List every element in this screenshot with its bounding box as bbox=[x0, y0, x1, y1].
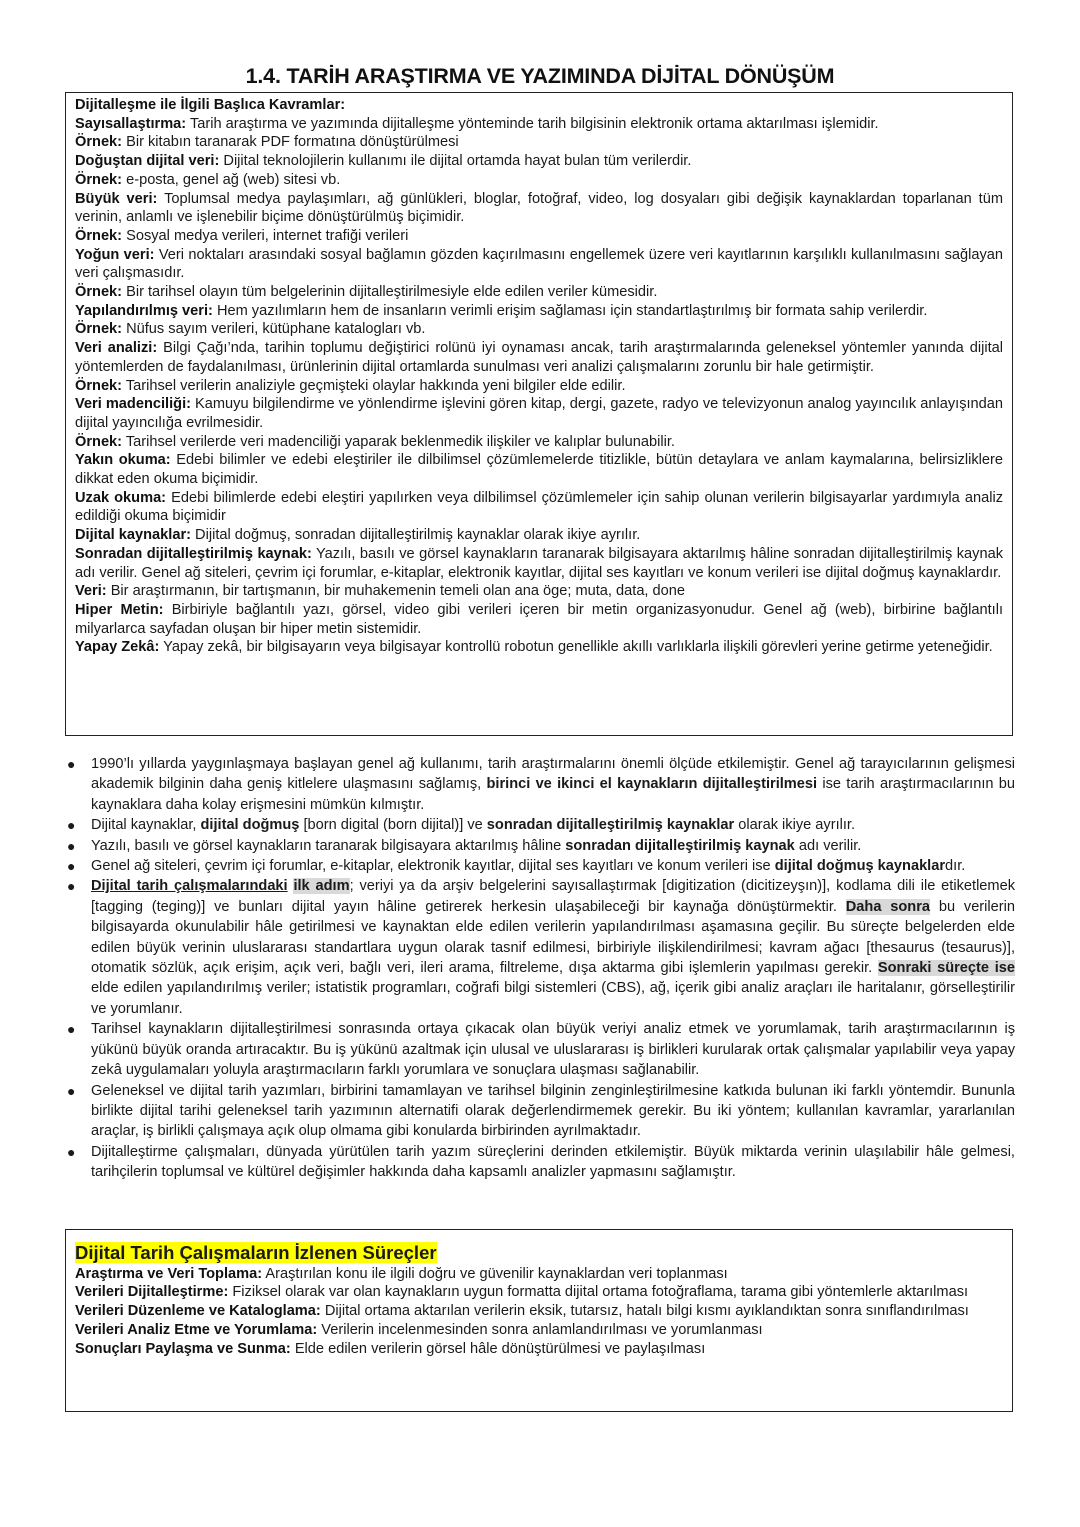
list-item: ● Dijital tarih çalışmalarındaki ilk adım; veriyi ya da arşiv belgelerini sayısallaştırmak [digitization (dicitizeyşın)], kodlama dili ile etiketlemek [tagging (teging)] ve bunları dijital yayın hâline getirerek herkesin ulaşabileceği bir kaynağa dönüştürmektir. Daha sonra bu verilerin bilgisayarda okunulabilir hâle getirilmesi ve kaynaktan elde edilen verilerin yapılandırılması aşamasına geçilir. Bu süreçte belgelerden elde edilen büyük verinin uluslararası standartlara uygun olarak tasnif edilmesi, birbiriyle ilişkilendirilmesi; kavram ağacı [thesaurus (tesaurus)], otomatik sözlük, açık erişim, açık veri, bağlı veri, ileri arama, filtreleme, dışa aktarma gibi işlemlerin yapılması gerekir. Sonraki süreçte ise elde edilen yapılandırılmış veriler; istatistik programları, coğrafi bilgi sistemleri (CBS), ağ, içerik gibi analiz araçları ile haritalanır, görselleştirilir ve yorumlanır. bbox=[67, 878, 1015, 1017]
concept-item bbox=[75, 638, 1003, 657]
concept-item bbox=[75, 320, 1003, 339]
process-term: Araştırma ve Veri Toplama: bbox=[75, 1265, 263, 1282]
concept-term: Uzak okuma: bbox=[75, 489, 167, 506]
concept-text: Bilgi Çağı’nda, tarihin toplumu değiştirici rolünü iyi oynaması ancak, tarih araştırmalarında geleneksel yöntemler yanında dijital yöntemlerden de faydalanılması, ürünlerinin dijital ortamlarda sunulması veri analizi çalışmalarını zorunlu bir hale getirmiştir. bbox=[75, 340, 1003, 375]
concept-term: Büyük veri: bbox=[75, 190, 158, 207]
concept-text: Veri noktaları arasındaki sosyal bağlamın gözden kaçırılmasını engellemek üzere veri kayıtlarının karşılıklı kullanılmasını sağlayan veri çalışmasıdır. bbox=[75, 246, 1003, 282]
bullet-icon: ● bbox=[67, 858, 76, 875]
concept-term: Sonradan dijitalleştirilmiş kaynak: bbox=[75, 545, 312, 562]
concept-item bbox=[75, 133, 1003, 152]
concept-item bbox=[75, 115, 1003, 134]
concept-item bbox=[75, 302, 1003, 321]
concept-text: Yazılı, basılı ve görsel kaynakların taranarak bilgisayara aktarılmış hâline sonradan dijitalleştirilmiş kaynak adı verilir. Genel ağ siteleri, çevrim içi forumlar, e-kitaplar, elektronik kayıtlar, dijital ses kayıtları ve konum verileri ise dijital doğmuş kaynaklardır. bbox=[75, 545, 1004, 581]
concept-text: Bir kitabın taranarak PDF formatına dönüştürülmesi bbox=[122, 134, 459, 151]
bullet-icon: ● bbox=[67, 817, 76, 834]
process-text: Araştırılan konu ile ilgili doğru ve güvenilir kaynaklardan veri toplanması bbox=[262, 1265, 728, 1282]
list-item: ● Dijitalleştirme çalışmaları, dünyada yürütülen tarih yazım süreçlerini derinden etkilemiştir. Büyük miktarda verinin ulaşılabilir hâle gelmesi, tarihçilerin toplumsal ve kültürel değişimler hakkında daha kapsamlı analizler yapmasını sağlamıştır. bbox=[67, 1143, 1015, 1181]
bullet-icon: ● bbox=[67, 878, 76, 895]
concept-term: Veri analizi: bbox=[75, 340, 158, 357]
highlight: ilk adım bbox=[293, 878, 350, 895]
list-item: ● 1990’lı yıllarda yaygınlaşmaya başlayan genel ağ kullanımı, tarih araştırmalarını önemli ölçüde etkilemiştir. Genel ağ tarayıcılarının gelişmesi akademik bilginin daha geniş kitlelere ulaşmasını sağlamış, birinci ve ikinci el kaynakların dijitalleştirilmesi ise tarih araştırmacılarının bu kaynaklara daha kolay erişmesini mümkün kılmıştır. bbox=[67, 756, 1016, 813]
process-item bbox=[75, 1265, 1003, 1284]
concept-text: Bir araştırmanın, bir tartışmanın, bir muhakemenin temeli olan ana öge; muta, data, done bbox=[106, 583, 686, 600]
concept-text: Tarihsel verilerde veri madenciliği yaparak beklenmedik ilişkiler ve kalıplar bulunabilir. bbox=[122, 433, 675, 450]
process-term: Verileri Düzenleme ve Kataloglama: bbox=[75, 1303, 321, 1320]
concept-text: Sosyal medya verileri, internet trafiği verileri bbox=[122, 227, 409, 244]
concept-text: Dijital doğmuş, sonradan dijitalleştirilmiş kaynaklar olarak ikiye ayrılır. bbox=[191, 527, 641, 544]
process-term: Verileri Dijitalleştirme: bbox=[75, 1284, 229, 1301]
concept-item bbox=[75, 601, 1003, 638]
list-item: ● Dijital kaynaklar, dijital doğmuş [born digital (born dijital)] ve sonradan dijitalleştirilmiş kaynaklar olarak ikiye ayrılır. bbox=[91, 815, 1015, 835]
concept-text: Edebi bilimlerde edebi eleştiri yapılırken veya dilbilimsel çözümlemeler için sahip olunan verilerin bilgisayarlar yardımıyla analiz edildiği okuma biçimidir bbox=[75, 489, 1003, 525]
concepts-box bbox=[65, 92, 1013, 736]
highlight: Sonraki süreçte ise bbox=[877, 960, 1015, 977]
process-text: Fiziksel olarak var olan kaynakların uygun formatta dijital ortama fotoğraflama, tarama gibi yöntemlerle aktarılması bbox=[228, 1284, 969, 1301]
concept-text: Nüfus sayım verileri, kütüphane katalogları vb. bbox=[122, 321, 426, 338]
list-item: ● Geleneksel ve dijital tarih yazımları, birbirini tamamlayan ve tarihsel bilginin zenginleştirilmesine katkıda bulunan iki farklı yöntemdir. Bununla birlikte dijital tarihi geleneksel tarih yazımının alternatifi olarak değerlendirmemek gerekir. Bu iki yöntem; kullanılan kavramlar, yararlanılan araçlar, iş birlikli çalışmaya açık olup olmama gibi konularda birbirinden ayrılmaktadır. bbox=[67, 1082, 1015, 1140]
bullet-icon: ● bbox=[67, 1021, 76, 1038]
concept-term: Yapay Zekâ: bbox=[75, 639, 160, 656]
concept-text: Edebi bilimler ve edebi eleştiriler ile dilbilimsel çözümlemelerde titizlikle, bütün detaylara ve anlam kaymalarına, belirsizliklere dikkat eden okuma biçimidir. bbox=[75, 452, 1003, 488]
concept-item bbox=[75, 451, 1003, 488]
process-item bbox=[75, 1283, 1003, 1302]
concept-term: Örnek: bbox=[75, 134, 123, 151]
concept-term: Örnek: bbox=[75, 171, 123, 188]
concept-term: Örnek: bbox=[75, 377, 123, 394]
concept-item bbox=[75, 545, 1003, 582]
highlight: Daha sonra bbox=[845, 898, 931, 915]
concept-item bbox=[75, 246, 1003, 283]
concept-term: Sayısallaştırma: bbox=[75, 115, 187, 132]
list-item: ● Genel ağ siteleri, çevrim içi forumlar, e-kitaplar, elektronik kayıtlar, dijital ses kayıtları ve konum verileri ise dijital doğmuş kaynaklardır. bbox=[91, 856, 1015, 876]
concept-text: Tarihsel verilerin analiziyle geçmişteki olaylar hakkında yeni bilgiler elde edilir. bbox=[122, 377, 626, 394]
concept-item bbox=[75, 190, 1003, 227]
concept-item bbox=[75, 489, 1003, 526]
concept-item bbox=[75, 433, 1003, 452]
process-text: Elde edilen verilerin görsel hâle dönüştürülmesi ve paylaşılması bbox=[290, 1340, 706, 1357]
concept-item bbox=[75, 395, 1003, 432]
concept-term: Örnek: bbox=[75, 321, 123, 338]
process-heading: Dijital Tarih Çalışmaların İzlenen Süreçler bbox=[75, 1242, 437, 1263]
concept-term: Yakın okuma: bbox=[75, 452, 171, 469]
list-item: ● Tarihsel kaynakların dijitalleştirilmesi sonrasında ortaya çıkacak olan büyük veriyi analiz etmek ve yorumlamak, tarih araştırmacılarının iş yükünü büyük oranda artıracaktır. Bu iş yükünü azaltmak için ulusal ve uluslararası iş birlikleri kurularak ortak çalışmalar yapılabilir veya yapay zekâ uygulamaları yoluyla araştırmacıların farklı yorumlara ve sonuçlara ulaşması sağlanabilir. bbox=[67, 1021, 1015, 1079]
process-term: Sonuçları Paylaşma ve Sunma: bbox=[75, 1340, 291, 1357]
bullet-icon: ● bbox=[67, 1143, 76, 1160]
concept-text: Bir tarihsel olayın tüm belgelerinin dijitalleştirilmesiyle elde edilen veriler kümesidir. bbox=[122, 284, 658, 301]
concept-item bbox=[75, 283, 1003, 302]
bullet-list bbox=[65, 754, 1015, 1183]
concept-item bbox=[75, 227, 1003, 246]
process-item bbox=[75, 1321, 1003, 1340]
concept-term: Dijital kaynaklar: bbox=[75, 527, 191, 544]
concept-text: e-posta, genel ağ (web) sitesi vb. bbox=[122, 171, 341, 188]
process-item bbox=[75, 1302, 1003, 1321]
concept-item bbox=[75, 152, 1003, 171]
page-title: 1.4. TARİH ARAŞTIRMA VE YAZIMINDA DİJİTAL DÖNÜŞÜM bbox=[245, 64, 835, 88]
concept-term: Yapılandırılmış veri: bbox=[75, 302, 213, 319]
concept-item bbox=[75, 526, 1003, 545]
list-item: ● Yazılı, basılı ve görsel kaynakların taranarak bilgisayara aktarılmış hâline sonradan dijitalleştirilmiş kaynak adı verilir. bbox=[91, 836, 1015, 856]
process-item bbox=[75, 1340, 1003, 1359]
process-text: Dijital ortama aktarılan verilerin eksik, tutarsız, hatalı bilgi kısmı ayıklandıktan sonra sınıflandırılması bbox=[320, 1303, 969, 1320]
concept-term: Örnek: bbox=[75, 284, 123, 301]
concept-text: Birbiriyle bağlantılı yazı, görsel, video gibi verileri içeren bir metin organizasyonudur. Genel ağ (web), birbirine bağlantılı milyarlarca sayfadan oluşan bir hiper metin sistemidir. bbox=[75, 601, 1003, 637]
concept-text: Kamuyu bilgilendirme ve yönlendirme işlevini gören kitap, dergi, gazete, radyo ve televizyonun analog yayıncılık anlayışından dijital yayıncılığa evrilmesidir. bbox=[75, 396, 1004, 431]
concept-text: Dijital teknolojilerin kullanımı ile dijital ortamda hayat bulan tüm verilerdir. bbox=[219, 153, 692, 170]
concept-term: Hiper Metin: bbox=[75, 601, 164, 618]
process-text: Verilerin incelenmesinden sonra anlamlandırılması ve yorumlanması bbox=[317, 1321, 763, 1338]
concepts-heading: Dijitalleşme ile İlgili Başlıca Kavramlar: bbox=[75, 97, 346, 113]
bullet-icon: ● bbox=[67, 756, 76, 772]
concept-item bbox=[75, 582, 1003, 601]
concept-text: Toplumsal medya paylaşımları, ağ günlükleri, bloglar, fotoğraf, video, log dosyaları gibi değişik kaynaklardan toparlanan tüm verinin, anlamlı ve işlenebilir biçime dönüştürülmüş biçimidir. bbox=[75, 190, 1003, 226]
concept-text: Hem yazılımların hem de insanların verimli erişim sağlaması için standartlaştırılmış bir formata sahip verilerdir. bbox=[212, 302, 928, 319]
concept-term: Yoğun veri: bbox=[75, 246, 155, 263]
concept-item bbox=[75, 377, 1003, 396]
bullet-icon: ● bbox=[67, 837, 76, 854]
concept-item bbox=[75, 339, 1003, 376]
concept-term: Örnek: bbox=[75, 433, 123, 450]
concept-term: Doğuştan dijital veri: bbox=[75, 153, 220, 170]
concept-term: Örnek: bbox=[75, 227, 123, 244]
bullet-icon: ● bbox=[67, 1082, 76, 1099]
concept-text: Tarih araştırma ve yazımında dijitalleşme yönteminde tarih bilgisinin elektronik ortama aktarılması işlemidir. bbox=[186, 115, 879, 132]
concept-item bbox=[75, 171, 1003, 190]
process-term: Verileri Analiz Etme ve Yorumlama: bbox=[75, 1321, 318, 1338]
concept-text: Yapay zekâ, bir bilgisayarın veya bilgisayar kontrollü robotun genellikle akıllı varlıklarla ilişkili görevleri yerine getirme yeteneğidir. bbox=[159, 639, 993, 656]
process-box bbox=[65, 1229, 1013, 1412]
concept-term: Veri: bbox=[75, 583, 107, 600]
concept-term: Veri madenciliği: bbox=[75, 396, 191, 413]
